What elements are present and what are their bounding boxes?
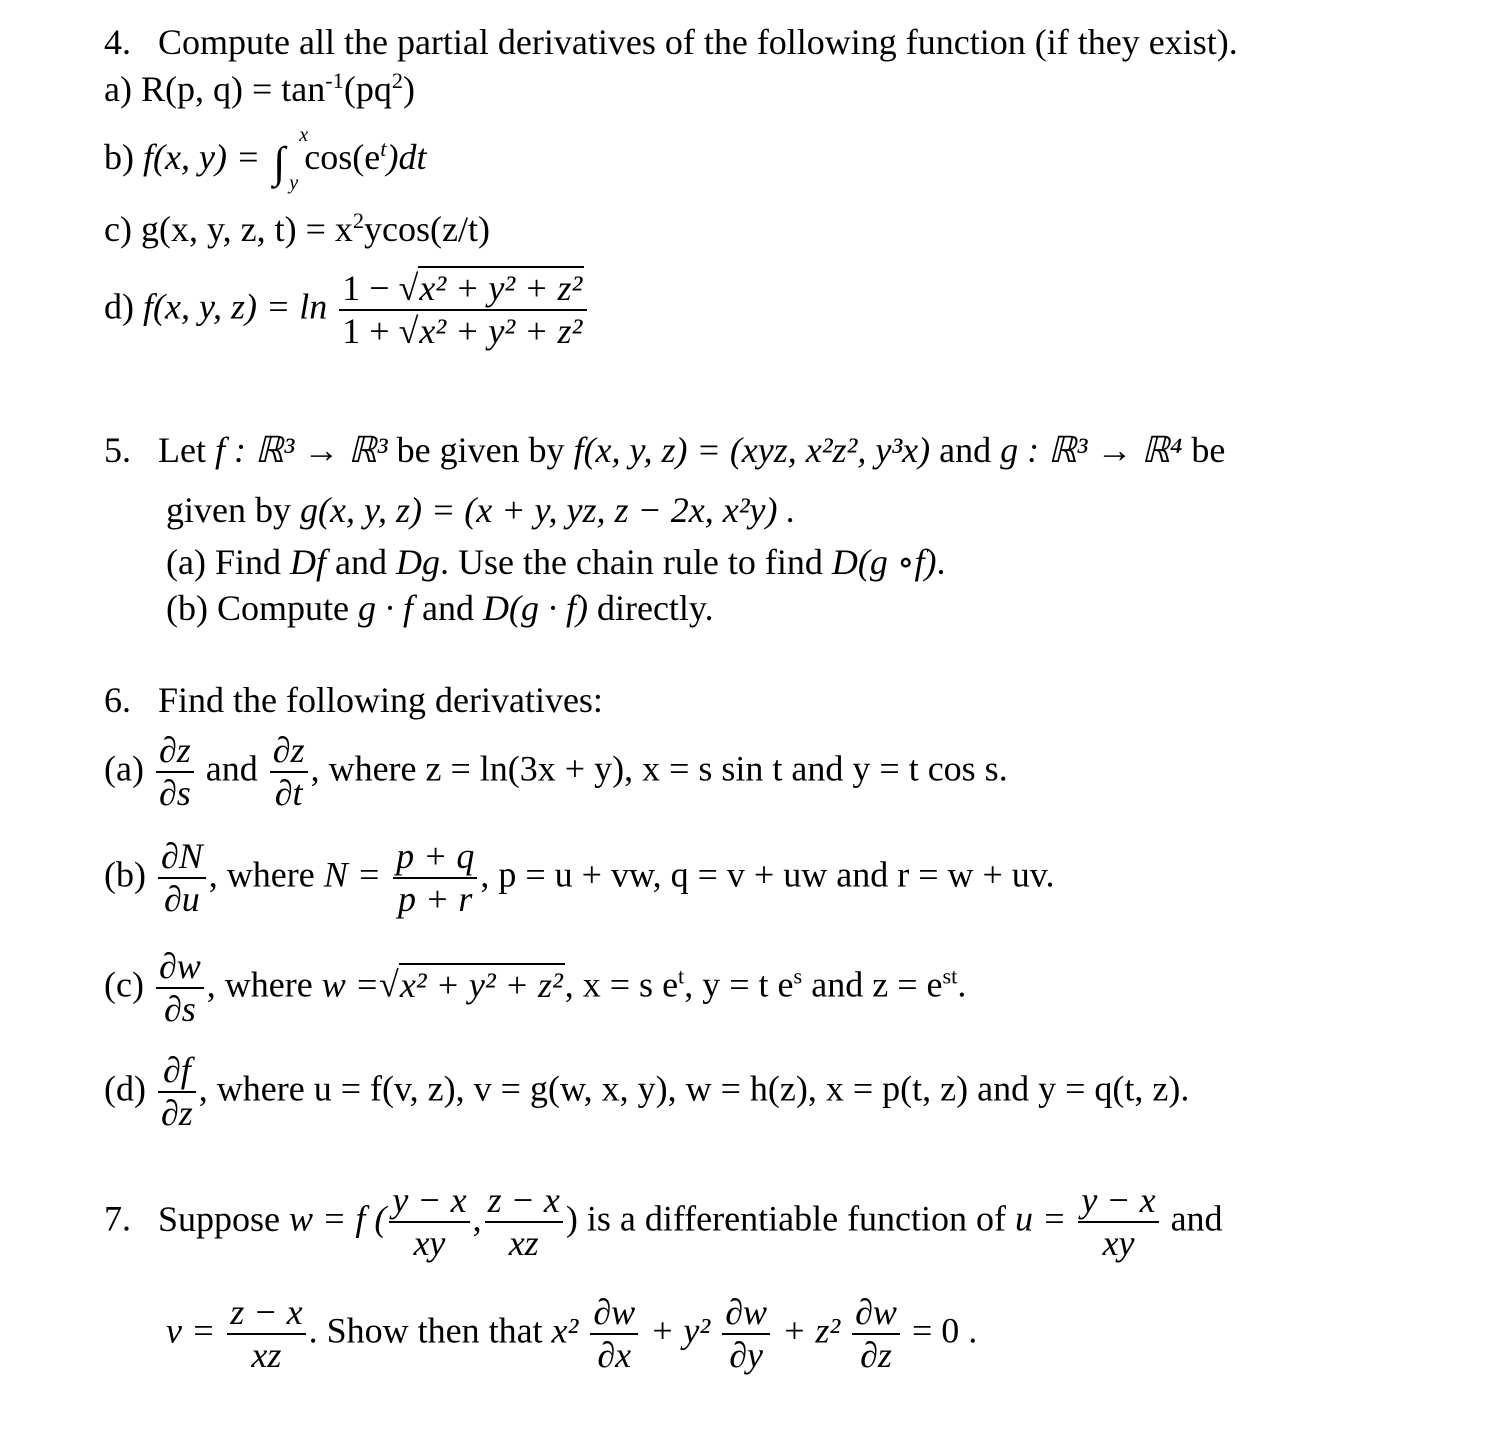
problem-6d-label: (d) [104,1068,146,1109]
problem-6-heading [104,682,603,718]
problem-4c-label: c) [104,209,132,249]
problem-7-f1-num: y − x [389,1180,469,1223]
problem-6a-and: and [205,748,258,789]
problem-7-dwdz-num: ∂w [852,1292,900,1335]
problem-5-text-5: given by [166,490,291,530]
problem-6c-rest-1: , x = s e [564,964,679,1005]
problem-6-heading-text: Find the following derivatives: [158,680,603,720]
problem-7-dwdx-den: ∂x [597,1335,632,1376]
problem-4a-arg: (pq [343,69,392,109]
problem-4d-label: d) [104,286,134,327]
problem-4b-integrand: cos(e [304,137,381,177]
problem-5-g-map: g : ℝ³ → ℝ⁴ [1000,430,1183,470]
problem-6c-end: . [957,964,967,1005]
problem-7-w-eq: w = f ( [289,1198,387,1239]
problem-7-dwdy-num: ∂w [722,1292,770,1335]
problem-7-f2-den: xz [508,1223,539,1264]
problem-7-plus-2: + z² [782,1310,841,1351]
problem-6a-frac1-den: ∂s [158,773,191,814]
problem-5b [166,590,714,626]
problem-5-line-1 [104,432,1225,468]
problem-6c-w: w = [321,964,380,1005]
problem-7-dwdx-num: ∂w [590,1292,638,1335]
problem-4a-close: ) [403,69,415,109]
problem-6b-frac-den: ∂u [163,879,200,920]
problem-6b [104,836,1054,921]
problem-6d-frac-den: ∂z [160,1093,193,1134]
problem-6c-frac-num: ∂w [156,946,204,989]
problem-6b-n-num: p + q [393,836,477,879]
problem-5-text-4: be [1191,430,1226,470]
problem-6a-fraction-2 [270,730,308,815]
problem-4c-lhs: g(x, y, z, t) = x [140,209,353,249]
problem-5b-dgf: D(g · f) [482,588,588,628]
problem-6b-label: (b) [104,854,146,895]
problem-6a-label: (a) [104,748,144,789]
problem-7-comma: , [472,1198,482,1239]
problem-6a-rest: , where z = ln(3x + y), x = s sin t and y = t cos s. [310,748,1008,789]
problem-6c-fraction [156,946,204,1031]
problem-4d-num-prefix: 1 − [342,268,390,308]
problem-4-heading-text: Compute all the partial derivatives of the following function (if they exist). [158,22,1238,62]
problem-5-text-2: be given by [396,430,565,470]
problem-7-u-fraction [1078,1180,1158,1265]
problem-4d-num-radicand: x² + y² + z² [419,268,583,308]
problem-5a-dgf: D(g ∘f) [831,542,937,582]
problem-5a-df: Df [289,542,326,582]
problem-6d-fraction [158,1050,196,1135]
problem-7-v-fraction [227,1292,305,1377]
problem-6a-frac2-den: ∂t [274,773,303,814]
problem-5a-dg: Dg [395,542,440,582]
problem-4d-numerator: 1 − √x² + y² + z² [339,268,587,311]
problem-7-v-num: z − x [227,1292,305,1335]
integral-sign-icon: ∫ x y [273,124,309,194]
problem-6d-frac-num: ∂f [158,1050,196,1093]
problem-4b-lhs: f(x, y) = [143,137,261,177]
problem-5-f-map: f : ℝ³ → ℝ³ [214,430,388,470]
problem-5-g-def: g(x, y, z) = (x + y, yz, z − 2x, x²y) . [299,490,796,530]
problem-5b-gf: g · f [357,588,413,628]
problem-6c-rest-2: , y = t e [684,964,794,1005]
problem-4d-fraction [339,268,587,353]
problem-7-u-eq: u = [1015,1198,1067,1239]
problem-6b-frac-num: ∂N [158,836,206,879]
problem-7-text-3: and [1170,1198,1223,1239]
problem-5a-end: . [936,542,946,582]
problem-4c-rest: ycos(z/t) [364,209,490,249]
problem-4c-exp: 2 [352,208,365,233]
problem-6c-exp-3: st [942,963,958,989]
problem-7-text-1: Suppose [158,1198,281,1239]
problem-4d [104,268,590,353]
problem-5-number: 5. [104,430,131,470]
problem-7-f1-den: xy [413,1223,446,1264]
problem-5a-and: and [334,542,387,582]
problem-4b [104,124,427,194]
problem-7-x2: x² [551,1310,579,1351]
problem-7-text-4: . Show then that [308,1310,543,1351]
problem-5-text-3: and [939,430,992,470]
problem-6d [104,1050,1189,1135]
problem-6c-frac-den: ∂s [163,989,196,1030]
problem-7-v-eq: v = [166,1310,216,1351]
problem-7-plus-1: + y² [650,1310,711,1351]
problem-6a-frac2-num: ∂z [270,730,308,773]
problem-6a-frac1-num: ∂z [156,730,194,773]
problem-7-v-den: xz [251,1335,282,1376]
problem-4b-exp: t [380,136,387,161]
problem-7-dwdz-den: ∂z [860,1335,892,1376]
problem-7-dwdx [590,1292,638,1377]
problem-4d-denominator: 1 + √x² + y² + z² [342,311,583,352]
problem-4b-tail: )dt [386,137,427,177]
problem-6c-where: , where [206,964,313,1005]
problem-4-number: 4. [104,22,131,62]
problem-7-text-2: is a differentiable function of [586,1198,1007,1239]
problem-4a-arg-exp: 2 [391,68,403,93]
problem-4a-exp: -1 [325,68,344,93]
problem-7-fraction-2 [485,1180,563,1265]
problem-7-line-2 [166,1292,977,1377]
problem-6b-fraction [158,836,206,921]
problem-4b-label: b) [104,137,134,177]
problem-6b-n-fraction [393,836,477,921]
problem-7-f2-num: z − x [485,1180,563,1223]
problem-7-dwdy-den: ∂y [729,1335,764,1376]
problem-7-number: 7. [104,1198,131,1239]
problem-6a [104,730,1008,815]
problem-7-fraction-1 [389,1180,469,1265]
problem-5b-text-1: (b) Compute [166,588,349,628]
problem-5a-text-1: (a) Find [166,542,281,582]
problem-6c-exp-2: s [793,963,803,989]
problem-7-dwdz [852,1292,900,1377]
problem-7-end: = 0 . [911,1310,978,1351]
problem-4d-den-prefix: 1 + [342,311,390,352]
problem-4a-lhs: R(p, q) = tan [140,69,326,109]
problem-6-number: 6. [104,680,131,720]
problem-4-heading [104,24,1238,60]
problem-6c-rest-3: and z = e [811,964,943,1005]
problem-5-text-1: Let [158,430,206,470]
problem-5a-text-2: . Use the chain rule to find [439,542,823,582]
problem-5-line-2 [166,492,796,528]
problem-5b-end: directly. [596,588,714,628]
problem-4a-label: a) [104,69,132,109]
problem-6c-label: (c) [104,964,144,1005]
problem-6b-where: , where [208,854,315,895]
problem-6c-exp-1: t [678,963,685,989]
problem-6c: (c) $\frac{\partial w}{\partial s}$ , where w =√x² + y² + z², x = s $e^t$, y = t $e^s$ and $z = e^{st}$. [104,946,967,1030]
problem-6b-n: N = [323,854,382,895]
problem-7-line-1 [104,1180,1223,1265]
problem-6b-rest: , p = u + vw, q = v + uw and r = w + uv. [480,854,1055,895]
problem-5b-and: and [422,588,474,628]
problem-6c-radicand: x² + y² + z² [399,964,563,1005]
problem-7-u-num: y − x [1078,1180,1158,1223]
problem-7-u-den: xy [1102,1223,1135,1264]
problem-4c [104,210,490,247]
problem-7-dwdy [722,1292,770,1377]
problem-4b-lower-limit: y [289,172,299,194]
problem-4b-upper-limit: x [299,124,309,146]
problem-4a [104,70,415,107]
problem-4d-den-radicand: x² + y² + z² [419,311,583,352]
problem-5a [166,544,945,580]
problem-6b-n-den: p + r [398,879,473,920]
problem-4d-lhs: f(x, y, z) = ln [143,286,328,327]
problem-6d-rest: , where u = f(v, z), v = g(w, x, y), w = h(z), x = p(t, z) and y = q(t, z). [198,1068,1190,1109]
problem-5-f-def: f(x, y, z) = (xyz, x²z², y³x) [573,430,931,470]
problem-6a-fraction-1 [156,730,194,815]
problem-7-close: ) [565,1198,578,1239]
